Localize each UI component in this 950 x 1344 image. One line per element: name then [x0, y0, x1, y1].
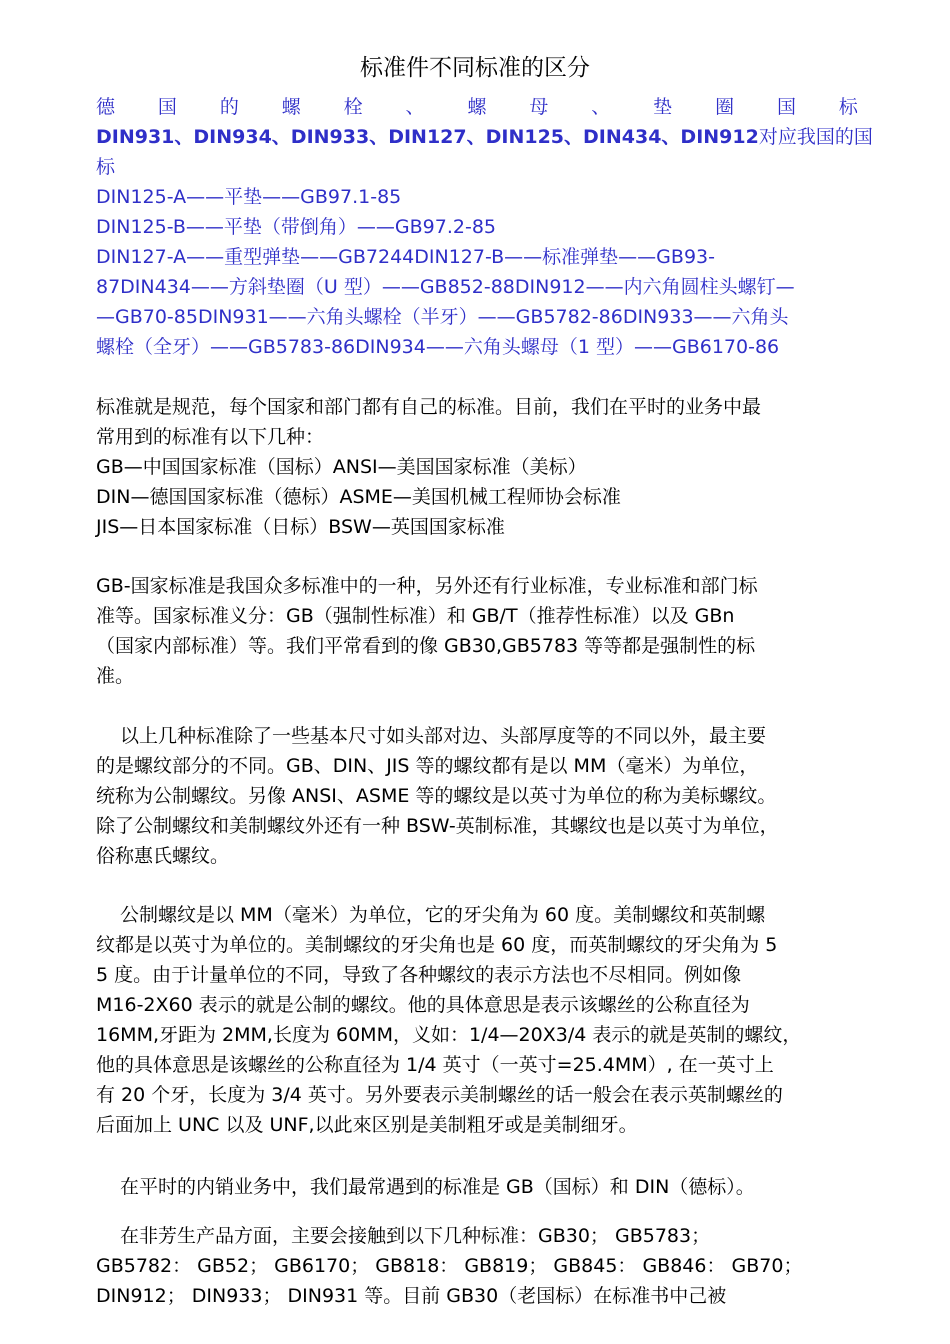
spread-char: 标	[838, 96, 858, 118]
din-list-line	[96, 122, 873, 152]
text-line: 后面加上 UNC 以及 UNF,以此來区别是美制粗牙或是美制细牙。	[96, 1114, 638, 1136]
text-line: 标	[96, 156, 116, 178]
text-line: 的是螺纹部分的不同。GB、DIN、JIS 等的螺纹都有是以 MM（毫米）为单位，	[96, 755, 759, 777]
din-list-suffix: 对应我国的国	[758, 126, 873, 148]
text-line: 以上几种标准除了一些基本尺寸如头部对边、头部厚度等的不同以外，最主要	[120, 725, 767, 747]
text-line: 常用到的标准有以下几种：	[96, 426, 325, 448]
text-line: DIN912； DIN933； DIN931 等。目前 GB30（老国标）在标准书中己被	[96, 1285, 727, 1307]
text-line: DIN125-B——平垫（带倒角）——GB97.2-85	[96, 216, 497, 238]
text-line: M16-2X60 表示的就是公制的螺纹。他的具体意思是表示该螺丝的公称直径为	[96, 994, 750, 1016]
text-line: 标准就是规范，每个国家和部门都有自己的标准。目前，我们在平时的业务中最	[96, 396, 762, 418]
text-line: 螺栓（全牙）——GB5783-86DIN934——六角头螺母（1 型）——GB6170-86	[96, 336, 780, 358]
spread-char: 国	[776, 96, 796, 118]
text-line: 准。	[96, 665, 135, 687]
text-line: DIN127-A——重型弹垫——GB7244DIN127-B——标准弹垫——GB93-	[96, 246, 715, 268]
text-line: JIS—日本国家标准（日标）BSW—英国国家标准	[96, 516, 505, 538]
text-line: GB-国家标准是我国众多标准中的一种，另外还有行业标准，专业标准和部门标	[96, 575, 758, 597]
paragraph-metric-thread	[96, 900, 858, 1140]
paragraph-thread-differences	[96, 721, 858, 871]
text-line: 16MM,牙距为 2MM,长度为 60MM，义如：1/4—20X3/4 表示的就是英制的螺纹，	[96, 1024, 802, 1046]
text-line: （国家内部标准）等。我们平常看到的像 GB30,GB5783 等等都是强制性的标	[96, 635, 756, 657]
text-line: 在非芳生产品方面，主要会接触到以下几种标准：GB30； GB5783；	[120, 1225, 711, 1247]
din-spread-line	[96, 92, 858, 122]
text-line: DIN125-A——平垫——GB97.1-85	[96, 186, 402, 208]
text-line: 他的具体意思是该螺丝的公称直径为 1/4 英寸（一英寸=25.4MM）, 在一英寸上	[96, 1054, 774, 1076]
paragraph-gb-standard	[96, 571, 858, 691]
paragraph-domestic-sales	[96, 1172, 858, 1202]
text-line: GB5782： GB52； GB6170； GB818： GB819； GB845： GB846： GB70；	[96, 1255, 803, 1277]
text-line: 准等。国家标准义分：GB（强制性标准）和 GB/T（推荐性标准）以及 GBn	[96, 605, 735, 627]
spread-char: 垫	[653, 96, 673, 118]
paragraph-standards-intro	[96, 392, 858, 542]
text-line: 俗称惠氏螺纹。	[96, 845, 230, 867]
text-line: —GB70-85DIN931——六角头螺栓（半牙）——GB5782-86DIN933——六角头	[96, 306, 789, 328]
spread-char: 螺	[467, 96, 487, 118]
text-line: 5 度。由于计量单位的不同，导致了各种螺纹的表示方法也不尽相同。例如像	[96, 964, 742, 986]
text-line: 除了公制螺纹和美制螺纹外还有一种 BSW-英制标准，其螺纹也是以英寸为单位，	[96, 815, 779, 837]
text-line: 公制螺纹是以 MM（毫米）为单位，它的牙尖角为 60 度。美制螺纹和英制螺	[120, 904, 766, 926]
din-mapping-block	[96, 92, 873, 362]
spread-char: 母	[529, 96, 549, 118]
text-line: 有 20 个牙，长度为 3/4 英寸。另外要表示美制螺丝的话一般会在表示英制螺丝的	[96, 1084, 783, 1106]
spread-char: 德	[96, 96, 116, 118]
spread-char: 栓	[343, 96, 363, 118]
spread-char: 圈	[715, 96, 735, 118]
text-line: 87DIN434——方斜垫圈（U 型）——GB852-88DIN912——内六角圆柱头螺钉—	[96, 276, 795, 298]
din-list: DIN931、DIN934、DIN933、DIN127、DIN125、DIN434、DIN912	[96, 126, 759, 148]
spread-char: 螺	[281, 96, 301, 118]
page-title: 标准件不同标准的区分	[360, 55, 590, 81]
text-line: DIN—德国国家标准（德标）ASME—美国机械工程师协会标准	[96, 486, 621, 508]
paragraph-product-standards	[96, 1221, 858, 1311]
spread-char: 、	[591, 96, 611, 118]
spread-char: 的	[219, 96, 239, 118]
spread-char: 国	[157, 96, 177, 118]
text-line: 在平时的内销业务中，我们最常遇到的标准是 GB（国标）和 DIN（德标）。	[120, 1176, 755, 1198]
text-line: GB—中国国家标准（国标）ANSI—美国国家标准（美标）	[96, 456, 587, 478]
spread-char: 、	[405, 96, 425, 118]
text-line: 统称为公制螺纹。另像 ANSI、ASME 等的螺纹是以英寸为单位的称为美标螺纹。	[96, 785, 777, 807]
text-line: 纹都是以英寸为单位的。美制螺纹的牙尖角也是 60 度，而英制螺纹的牙尖角为 5	[96, 934, 778, 956]
